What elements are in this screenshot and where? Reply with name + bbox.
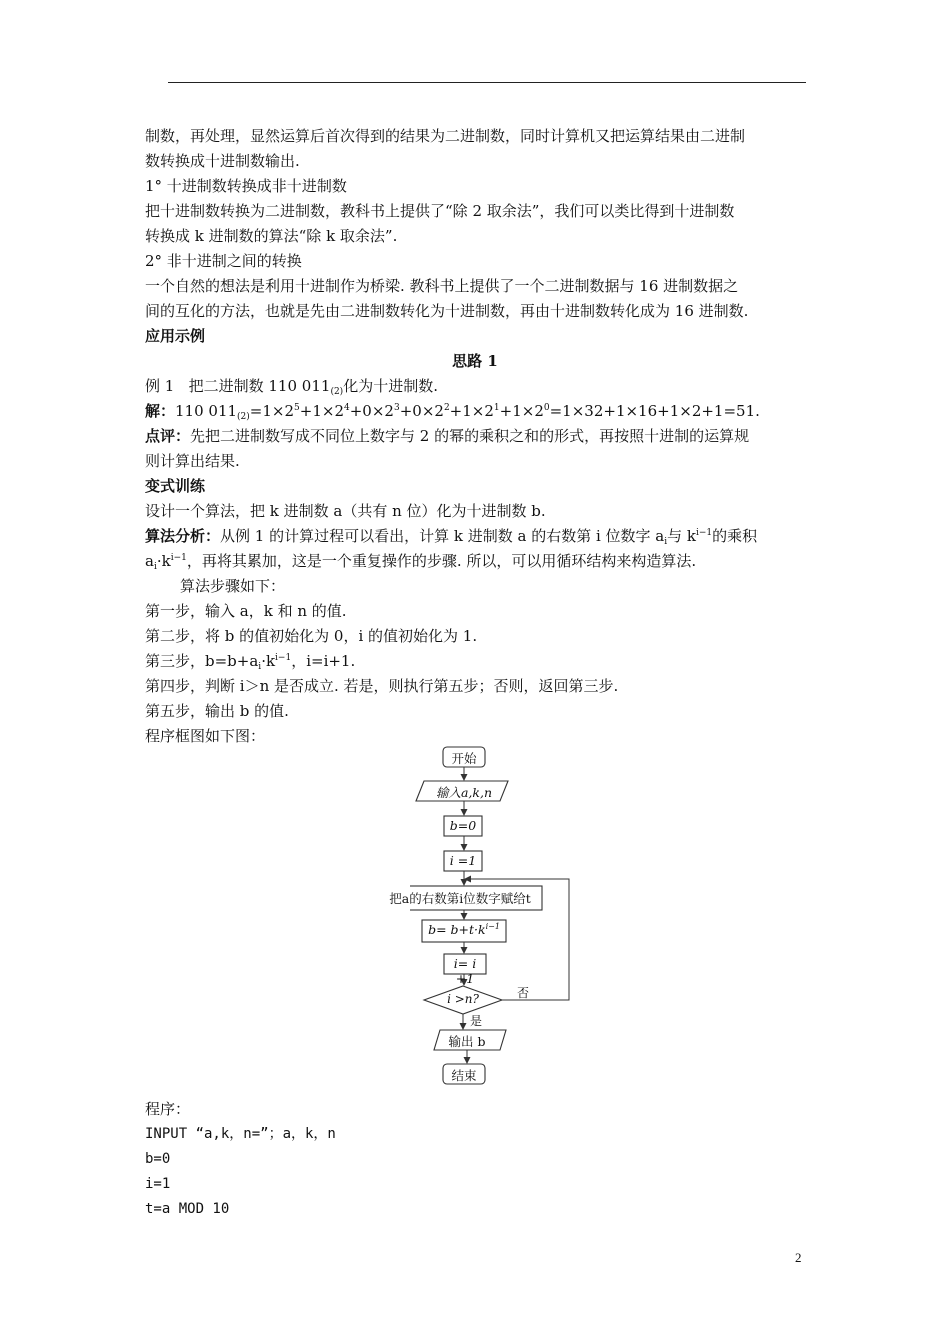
para1-line1: 制数，再处理，显然运算后首次得到的结果为二进制数，同时计算机又把运算结果由二进制 [145,127,746,145]
analysis-l2-b: ·k [156,552,171,570]
analysis-l2-c: ，再将其累加，这是一个重复操作的步骤. 所以，可以用循环结构来构造算法. [186,552,697,570]
flow-init-i-label: i =1 [449,853,477,868]
flow-yes-label: 是 [470,1014,483,1028]
analysis-sup: i−1 [696,528,713,538]
item2-title: 2° 非十进制之间的转换 [145,252,302,270]
example-label: 例 1 [145,377,175,395]
step-4: 第四步，判断 i＞n 是否成立. 若是，则执行第五步；否则，返回第三步. [145,677,619,695]
analysis-l2-sup: i−1 [170,553,187,563]
program-line-3: i=1 [145,1176,171,1192]
solution [145,401,760,421]
analysis-l2-sub: i [153,562,157,572]
comment-line2: 则计算出结果. [145,452,240,470]
para2-line1: 把十进制数转换为二进制数，教科书上提供了“除 2 取余法”，我们可以类比得到十进制数 [145,202,735,220]
step-1: 第一步，输入 a，k 和 n 的值. [145,602,347,620]
flow-title: 程序框图如下图： [145,727,266,745]
analysis-line1 [145,526,757,546]
solution-expansion: $=1\times 2^5+1\times 2^4+0\times 2^3+0\times 2^2+1\times 2^1+1\times 2^0$ [249,402,550,420]
item1-title: 1° 十进制数转换成非十进制数 [145,177,347,195]
para3-line1: 一个自然的想法是利用十进制作为桥梁. 教科书上提供了一个二进制数据与 16 进制数据之 [145,277,739,295]
program-line-2: b=0 [145,1151,171,1167]
comment-line1 [145,426,749,446]
step-3 [145,651,355,671]
analysis-text-b: 与 k [667,527,696,545]
example-base: (2) [330,387,344,397]
step3-sup: i−1 [275,653,292,663]
idea-title: 思路 1 [452,352,498,370]
step-2: 第二步，将 b 的值初始化为 0，i 的值初始化为 1. [145,627,478,645]
step3-sub: i [258,662,262,672]
step3-b: ·k [261,652,276,670]
para2-line2: 转换成 k 进制数的算法“除 k 取余法”. [145,227,398,245]
example-text-before: 把二进制数 110 011 [188,377,331,395]
analysis-sub: i [664,537,668,547]
flow-update-b-sup: i−1 [485,922,500,931]
step3-c: ，i=i+1. [291,652,356,670]
flow-end-label: 结束 [451,1068,477,1083]
program-title: 程序： [145,1100,191,1118]
para3-line2: 间的互化的方法，也就是先由二进制数转化为十进制数，再由十进制数转化成为 16 进制数. [145,302,749,320]
flow-start-label: 开始 [451,751,477,766]
comment-text1: 先把二进制数写成不同位上数字与 2 的幂的乘积之和的形式，再按照十进制的运算规 [190,427,750,445]
para1-line2: 数转换成十进制数输出. [145,152,300,170]
program-line-1: INPUT “a,k，n=”；a，k，n [145,1126,336,1142]
variant-title: 变式训练 [145,477,206,495]
flow-output-label: 输出 b [448,1034,486,1049]
flow-input-label: 输入a,k,n [435,785,493,800]
flow-update-b-label [422,922,506,937]
flow-init-b-label: b=0 [449,818,477,833]
example-1 [145,376,438,396]
analysis-l2-a: a [145,552,154,570]
variant-task: 设计一个算法，把 k 进制数 a（共有 n 位）化为十进制数 b. [145,502,546,520]
solution-base: (2) [237,412,250,422]
flow-condition-label: i >n? [447,992,479,1006]
header-rule [168,82,806,83]
steps-title: 算法步骤如下： [180,577,286,595]
analysis-label: 算法分析： [145,527,221,545]
analysis-text-a: 从例 1 的计算过程可以看出，计算 k 进制数 a 的右数第 i 位数字 a [220,527,665,545]
section-title: 应用示例 [145,327,206,345]
program-line-4: t=a MOD 10 [145,1201,230,1217]
flow-assign-label: 把a的右数第i位数字赋给t [389,891,531,906]
flow-update-b-text: b= b+t·k [428,922,486,938]
solution-tail: =1×32+1×16+1×2+1=51. [549,402,760,420]
flow-no-label: 否 [517,986,530,1000]
solution-label: 解： [145,402,176,420]
step-5: 第五步，输出 b 的值. [145,702,289,720]
analysis-text-c: 的乘积 [712,527,758,545]
analysis-line2 [145,551,696,571]
page-number: 2 [795,1250,802,1265]
comment-label: 点评： [145,427,191,445]
solution-number: 110 011 [175,402,238,420]
example-text-after: 化为十进制数. [343,377,438,395]
flow-increment-label: i= i +1 [453,956,477,986]
step3-a: 第三步，b=b+a [145,652,259,670]
